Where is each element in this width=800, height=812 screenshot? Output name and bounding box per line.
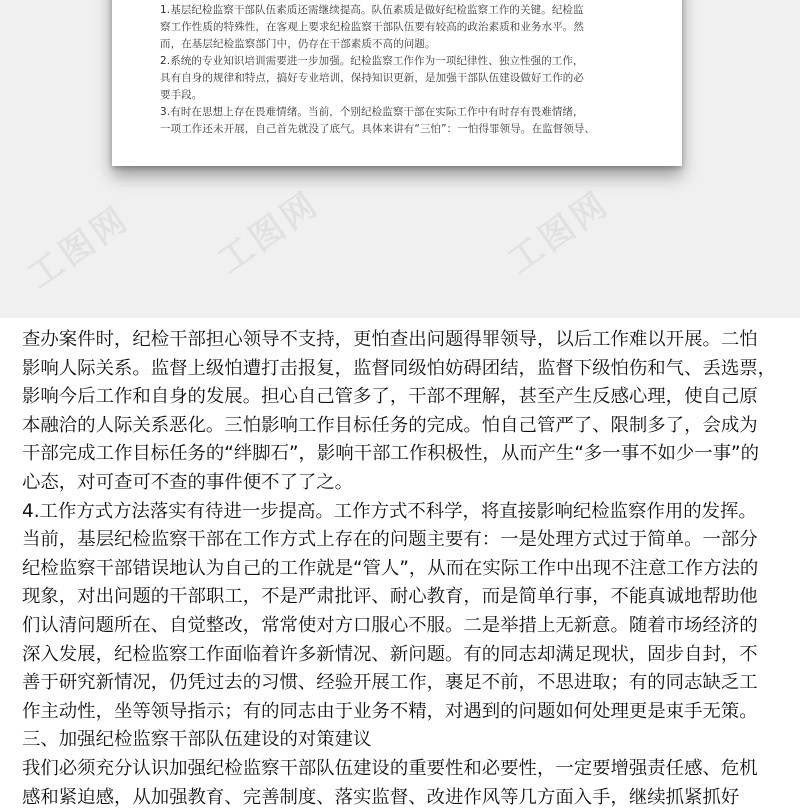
document-page-line: 2.系统的专业知识培训需要进一步加强。纪检监察工作作为一项纪律性、独立性强的工作， (160, 53, 660, 70)
body-text-line: 纪检监察干部错误地认为自己的工作就是“管人”，从而在实际工作中出现不注意工作方法的 (22, 555, 792, 584)
document-body (22, 326, 792, 812)
document-page-line: 具有自身的规律和特点，搞好专业培训，保持知识更新，是加强干部队伍建设做好工作的必 (160, 70, 660, 87)
body-text-line: 现象，对出问题的干部职工，不是严肃批评、耐心教育，而是简单行事，不能真诚地帮助他 (22, 583, 792, 612)
body-text-line: 影响人际关系。监督上级怕遭打击报复，监督同级怕妨碍团结，监督下级怕伤和气、丢选票， (22, 355, 792, 384)
body-text-line: 本融洽的人际关系恶化。三怕影响工作目标任务的完成。怕自己管严了、限制多了，会成为 (22, 412, 792, 441)
document-page-line: 要手段。 (160, 87, 660, 104)
watermark: 工图网 (496, 177, 617, 283)
body-text-line: 干部完成工作目标任务的“绊脚石”，影响干部工作积极性，从而产生“多一事不如少一事”的 (22, 440, 792, 469)
body-text-line: 作主动性，坐等领导指示；有的同志由于业务不精，对遇到的问题如何处理更是束手无策。 (22, 698, 792, 727)
document-page-line: 而，在基层纪检监察部门中，仍存在干部素质不高的问题。 (160, 36, 660, 53)
document-page-line: 3.有时在思想上存在畏难情绪。当前，个别纪检监察干部在实际工作中有时存有畏难情绪， (160, 104, 660, 121)
body-text-line: 我们必须充分认识加强纪检监察干部队伍建设的重要性和必要性，一定要增强责任感、危机 (22, 755, 792, 784)
body-text-line: 三、加强纪检监察干部队伍建设的对策建议 (22, 726, 792, 755)
body-text-line: 4.工作方式方法落实有待进一步提高。工作方式不科学，将直接影响纪检监察作用的发挥。 (22, 498, 792, 527)
document-page-thumbnail (112, 0, 682, 166)
body-text-line: 影响今后工作和自身的发展。担心自己管多了，干部不理解，甚至产生反感心理，使自己原 (22, 383, 792, 412)
body-text-line: 心态，对可查可不查的事件便不了了之。 (22, 469, 792, 498)
body-text-line: 深入发展，纪检监察工作面临着许多新情况、新问题。有的同志却满足现状，固步自封，不 (22, 641, 792, 670)
document-page-line: 一项工作还未开展，自己首先就没了底气。具体来讲有“三怕”：一怕得罪领导。在监督领导、 (160, 121, 660, 138)
watermark: 工图网 (206, 177, 327, 283)
document-page-line: 1.基层纪检监察干部队伍素质还需继续提高。队伍素质是做好纪检监察工作的关键。纪检监 (160, 2, 660, 19)
watermark: 工图网 (16, 192, 137, 298)
document-preview-area (0, 0, 800, 318)
body-text-line: 当前，基层纪检监察干部在工作方式上存在的问题主要有：一是处理方式过于简单。一部分 (22, 526, 792, 555)
body-text-line: 查办案件时，纪检干部担心领导不支持，更怕查出问题得罪领导，以后工作难以开展。二怕 (22, 326, 792, 355)
body-text-line: 们认清问题所在、自觉整改，常常使对方口服心不服。二是举措上无新意。随着市场经济的 (22, 612, 792, 641)
body-text-line: 感和紧迫感，从加强教育、完善制度、落实监督、改进作风等几方面入手，继续抓紧抓好 (22, 784, 792, 812)
body-text-line: 善于研究新情况，仍凭过去的习惯、经验开展工作，裹足不前，不思进取；有的同志缺乏工 (22, 669, 792, 698)
document-page-text (160, 0, 660, 146)
document-page-line: 察工作性质的特殊性，在客观上要求纪检监察干部队伍要有较高的政治素质和业务水平。然 (160, 19, 660, 36)
